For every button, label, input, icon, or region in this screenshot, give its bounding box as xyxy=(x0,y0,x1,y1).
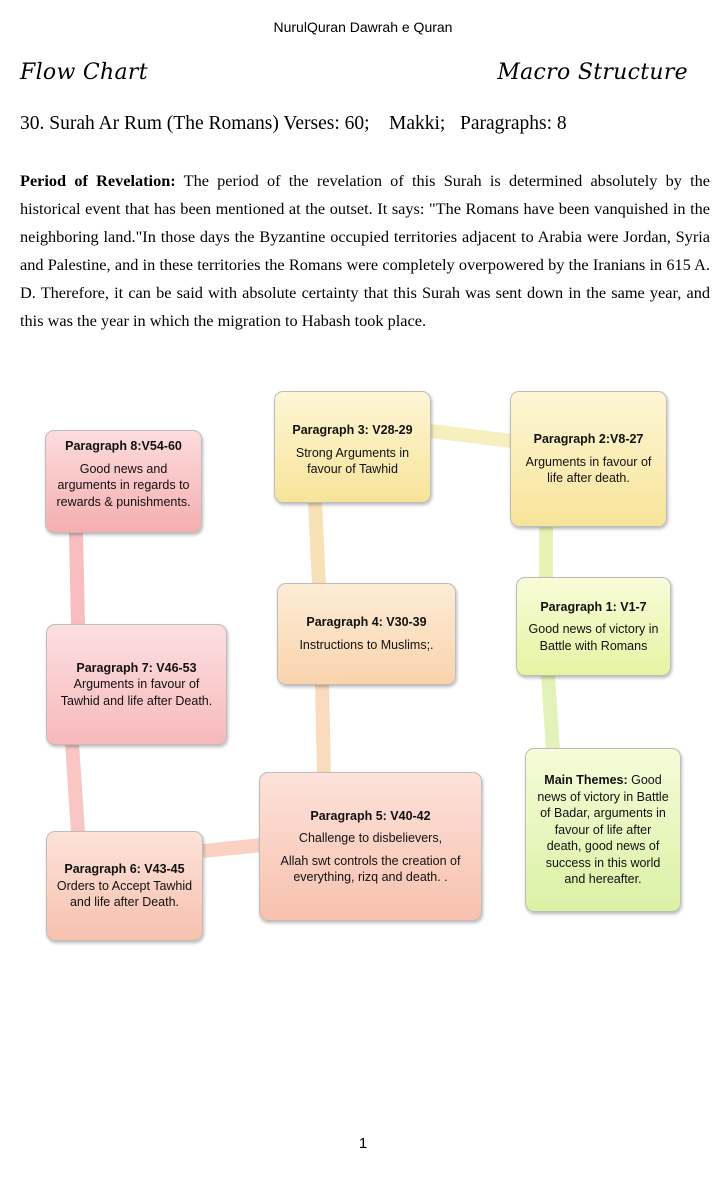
paragraph-3-box xyxy=(274,391,431,503)
macro-structure-title: Macro Structure xyxy=(497,60,688,85)
connector-p5-p6 xyxy=(203,845,262,851)
paragraph-1-text: Good news of victory in Battle with Romans xyxy=(528,622,659,653)
paragraph-2-title: Paragraph 2:V8-27 xyxy=(533,432,644,447)
paragraph-4-title: Paragraph 4: V30-39 xyxy=(306,615,427,629)
connector-p6-p7 xyxy=(72,743,78,832)
paragraph-6-title: Paragraph 6: V43-45 xyxy=(64,862,185,877)
paragraph-6-box xyxy=(46,831,203,941)
page-header: NurulQuran Dawrah e Quran xyxy=(273,19,453,35)
paragraph-4-box xyxy=(277,583,456,685)
connector-p3-p4 xyxy=(315,502,319,585)
paragraph-2-text: Arguments in favour of life after death. xyxy=(525,454,652,486)
main-themes-box xyxy=(525,748,681,912)
paragraph-5-title: Paragraph 5: V40-42 xyxy=(310,808,431,823)
paragraph-7-box xyxy=(46,624,227,745)
paragraph-6-text: Orders to Accept Tawhid and life after Death. xyxy=(56,878,193,910)
period-text: The period of the revelation of this Surah is determined absolutely by the historical event that has been mentioned at the outset. It says: "The Romans have been vanquished in the neighboring land."In those days the Byzantine occupied territories adjacent to Arabia were Jordan, Syria and Palestine, and in these territories the Romans were completely overpowered by the Iranians in 615 A. D. Therefore, it can be said with absolute certainty that this Surah was sent down in the same year, and this was the year in which the migration to Habash took place. xyxy=(20,171,710,330)
main-themes-text: Good news of victory in Battle of Badar, arguments in favour of life after death, good news of success in this world and hereafter. xyxy=(537,773,669,887)
surah-info: 30. Surah Ar Rum (The Romans) Verses: 60; Makki; Paragraphs: 8 xyxy=(20,113,567,134)
period-label: Period of Revelation: xyxy=(20,171,176,190)
paragraph-1-title: Paragraph 1: V1-7 xyxy=(540,599,647,614)
paragraph-7-text: Arguments in favour of Tawhid and life after Death. xyxy=(60,677,213,708)
paragraph-5-box xyxy=(259,772,482,921)
page-number: 1 xyxy=(358,1135,368,1152)
flow-chart-title: Flow Chart xyxy=(20,60,148,85)
main-themes-content xyxy=(536,772,670,888)
connector-p7-p8 xyxy=(76,531,78,626)
paragraph-3-title: Paragraph 3: V28-29 xyxy=(292,423,413,437)
main-themes-title: Main Themes: xyxy=(544,773,628,788)
connector-p2-p3 xyxy=(430,431,512,441)
paragraph-8-box xyxy=(45,430,202,533)
paragraph-3-text: Strong Arguments in favour of Tawhid xyxy=(295,445,410,476)
paragraph-5-line2: Allah swt controls the creation of everything, rizq and death. . xyxy=(280,853,461,884)
connector-p4-p5 xyxy=(322,683,324,774)
connector-main-p1 xyxy=(548,675,553,750)
paragraph-1-box xyxy=(516,577,671,676)
paragraph-8-text: Good news and arguments in regards to rewards & punishments. xyxy=(56,461,191,509)
paragraph-5-line1: Challenge to disbelievers, xyxy=(298,831,443,845)
paragraph-2-box xyxy=(510,391,667,527)
paragraph-4-text: Instructions to Muslims;. xyxy=(299,637,434,652)
paragraph-8-title: Paragraph 8:V54-60 xyxy=(65,439,182,453)
paragraph-7-title: Paragraph 7: V46-53 xyxy=(76,660,197,675)
